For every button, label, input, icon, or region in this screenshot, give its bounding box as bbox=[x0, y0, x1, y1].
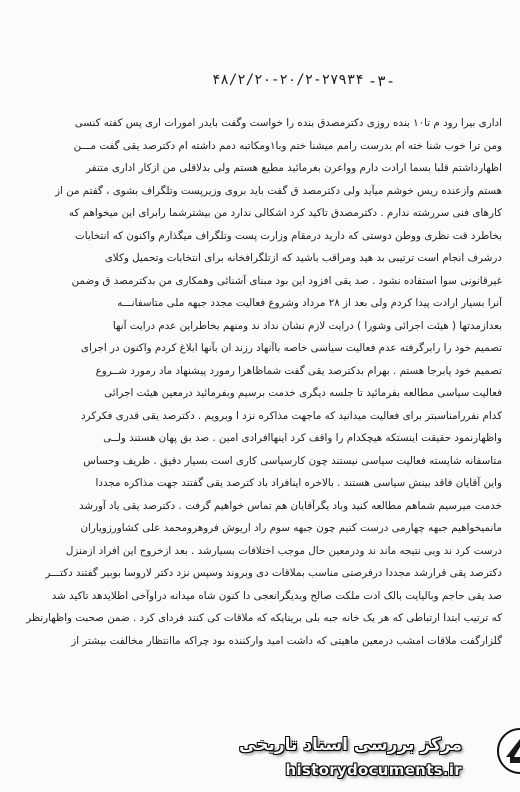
watermark bbox=[230, 727, 520, 789]
text-line: گلزارگفت ملاقات امشب درمعین ماهیتی که داشت امید وارکننده بود چراکه ماانتظار مخالفت بیشتر از bbox=[71, 634, 502, 647]
text-line: فعالیت سیاسی مطالعه بفرمائید تا جلسه دیگری خدمت برسیم وبفرمائید درمعین هیئت اجرائی bbox=[104, 387, 502, 399]
text-line: هستم وازعنده ریس خوشم میآید ولی دکترمصد ق گفت باید بروی وزیرپست وتلگراف بشوی ، گفتم من از bbox=[55, 184, 502, 197]
text-line: ومن ترا خوب شنا خته ام بدرست رامم میشنا ختم وبا۱ومکاتبه دمم داشته ام دکترصد یقی گفت مـــن bbox=[73, 139, 502, 152]
text-line: اظهارداشتم قلبا بسما ارادت دارم وواعرن بغرمائید مطیع هستم ولی بدلاقلی من ازکار اداری متنفر bbox=[85, 162, 502, 174]
archive-logo-icon bbox=[496, 727, 520, 775]
text-line: کارهای فنی سررشته ندارم . دکترمصدق تاکید کرد اشکالی ندارد من بیشترشما رابرای این میخواهم که bbox=[68, 207, 502, 219]
text-line: متاسفانه شایسته فعالیت سیاسی نیستند چون کارسیاسی کاری است بسیار دقیق . ظریف وحساس bbox=[83, 454, 502, 467]
text-line: مانمیخواهیم جبهه چهارمی درست کنیم چون جبهه سوم راد اریوش فروهرومحمد علی کشاورزویاران bbox=[80, 522, 502, 534]
page-header bbox=[0, 72, 520, 96]
text-line: واظهارنمود حقیقت اینستکه هیچکدام را واقف کرد اینهاافرادی امین . صد بق پهان هستند ولــی bbox=[103, 432, 502, 444]
watermark-url: historydocuments.ir bbox=[285, 761, 462, 779]
watermark-title: مرکز بررسی اسناد تاریخی bbox=[239, 735, 462, 755]
document-reference: ۴۸/۲/۲۰-۲۰/۲-۲۷۹۳۴ bbox=[212, 72, 364, 88]
text-line: درست کرد ند وبی نتیجه ماند ند ودرمعین حال موجب اختلافات بسیارشد . بعد ازخروج این افراد ازمنزل bbox=[65, 544, 502, 557]
text-line: بعدازمدتها ( هیئت اجرائی وشورا ) درایت لازم نشان نداد ند ومنهم بخاطراین عدم درایت آنها bbox=[112, 319, 502, 332]
text-line: آنرا بسیار ارادت پیدا کردم ولی بعد از ۲۸ مرداد وشروع فعالیت مجدد جبهه ملی متاسفانـــه bbox=[117, 297, 502, 309]
text-line: غیرقانونی سوا استفاده نشود . صد یقی افزود این بود مبنای آشنائی وهمکاری من بدکترمصد ق وضمن bbox=[71, 274, 502, 287]
text-line: بخاطرد قت نظری ووطن دوستی که دارید درمقام وزارت پست وتلگراف میگذارم واکنون که انتخابات bbox=[75, 229, 502, 242]
page-number: -۳- bbox=[368, 72, 396, 90]
text-line: تصمیم خود پابرجا هستم . بهرام بدکترصد یقی گفت شماظاهرا رمورد پیشنهاد ماد رمورد شــروع bbox=[95, 364, 502, 377]
text-line: صد یقی حاجم وبالیایت بالک ادت ملکت صالح وبدیگرانعجی دا کنون شاه میدانه دراوآخی اطلایدهد تاکید شد bbox=[51, 589, 502, 602]
text-line: تصمیم خود را رابرگرفته عدم فعالیت سیاسی خاصه باآنهاد رزند ان بآنها ابلاغ کردم واکنون در اجرای bbox=[80, 342, 502, 354]
text-line: واین آقایان فاقد بینش سیاسی هستند . بالاخره اینافراد باد کترصد یقی گفتند جهت مذاکره مجددا bbox=[95, 477, 502, 489]
text-line: درشرف انجام است ترتیبی بد هید ومراقب باشید که ازتلگرافخانه برای انتخابات وتحمیل وکلای bbox=[104, 252, 502, 264]
text-line: کدام نفررامناسبتر برای فعالیت میدانید که ماجهت مذاکره نزد ا وبرویم . دکترصد یقی قدری فکرکرد bbox=[80, 409, 502, 422]
text-line: که ترتیب ابتدا ارتباطی که هر یک خانه جبه بلی برینایکه که ملاقات کی کنند فردای کرد . ضمن صحبت واظهارنظر bbox=[26, 612, 502, 624]
text-line: دکترصد یقی قرارشد مجددا درفرصتی مناسب بملاقات دی وبروند وسپس نزد دکتر لاروسا بوبیر گفتند دکتـــر bbox=[45, 567, 502, 579]
text-line: اداری بیرا رود م تا۱۰ بنده روزی دکترمصدق بنده را خواست وگفت بایدر امورات اری پس کفته کنسی bbox=[74, 117, 502, 129]
text-line: خدمت میرسیم شماهم مطالعه کنید وباد یگرآقایان هم تماس خواهیم گرفت . دکترصد یقی یاد آورشد bbox=[78, 499, 502, 512]
document-body bbox=[24, 112, 502, 652]
